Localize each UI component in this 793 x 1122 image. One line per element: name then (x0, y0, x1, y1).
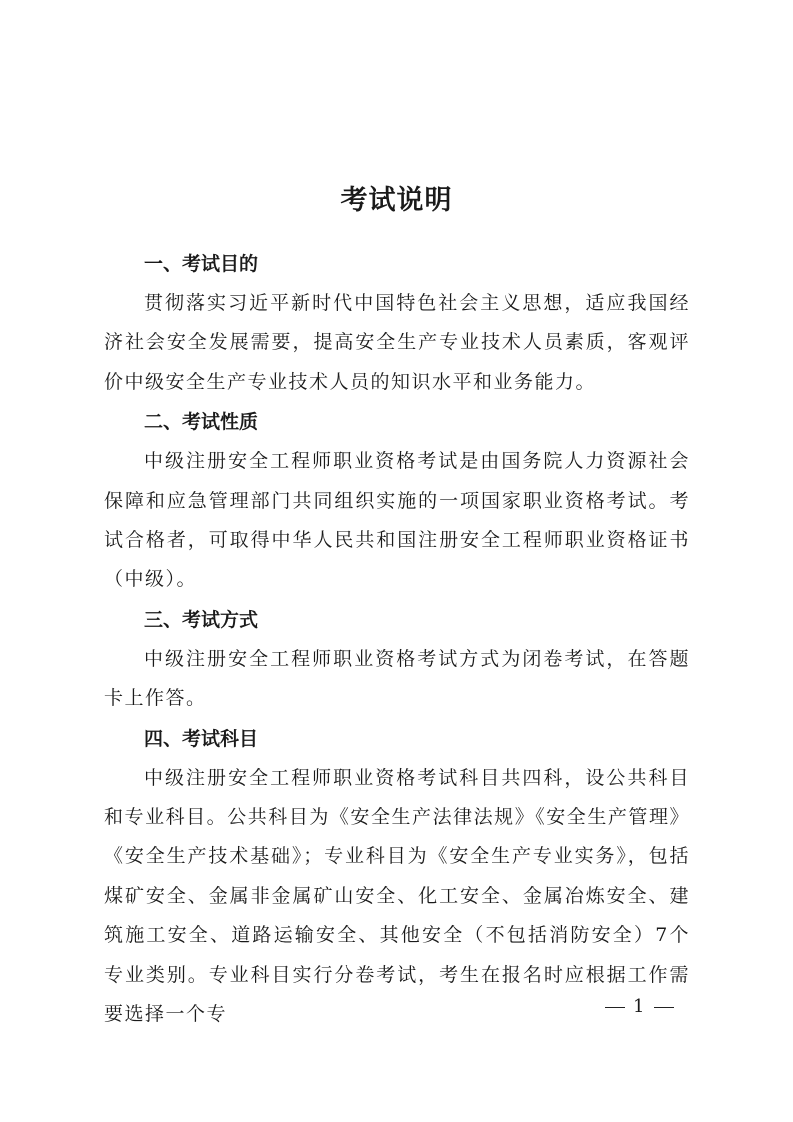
section-paragraph: 中级注册安全工程师职业资格考试科目共四科，设公共科目和专业科目。公共科目为《安全生产法律法规》《安全生产管理》《安全生产技术基础》；专业科目为《安全生产专业实务》，包括煤矿安全、金属非金属矿山安全、化工安全、金属冶炼安全、建筑施工安全、道路运输安全、其他安全（不包括消防安全）7个专业类别。专业科目实行分卷考试，考生在报名时应根据工作需要选择一个专 (104, 766, 690, 1026)
section-subjects (104, 719, 690, 1035)
document-title: 考试说明 (340, 185, 453, 216)
section-heading: 四、考试科目 (144, 727, 259, 750)
dash-left (605, 1007, 625, 1008)
page-number-value: 1 (633, 996, 647, 1017)
section-method (104, 600, 690, 719)
section-heading: 一、考试目的 (144, 253, 259, 275)
page-number (597, 996, 682, 1017)
section-paragraph: 中级注册安全工程师职业资格考试是由国务院人力资源社会保障和应急管理部门共同组织实施的一项国家职业资格考试。考试合格者，可取得中华人民共和国注册安全工程师职业资格证书（中级）。 (104, 450, 690, 591)
section-heading: 二、考试性质 (144, 411, 259, 434)
section-paragraph: 贯彻落实习近平新时代中国特色社会主义思想，适应我国经济社会安全发展需要，提高安全生产专业技术人员素质，客观评价中级安全生产专业技术人员的知识水平和业务能力。 (104, 292, 690, 393)
section-paragraph: 中级注册安全工程师职业资格考试方式为闭卷考试，在答题卡上作答。 (104, 647, 690, 710)
section-heading: 三、考试方式 (144, 608, 259, 631)
document-body (104, 244, 690, 1035)
dash-right (654, 1007, 674, 1008)
section-purpose (104, 244, 690, 402)
section-nature (104, 402, 690, 600)
